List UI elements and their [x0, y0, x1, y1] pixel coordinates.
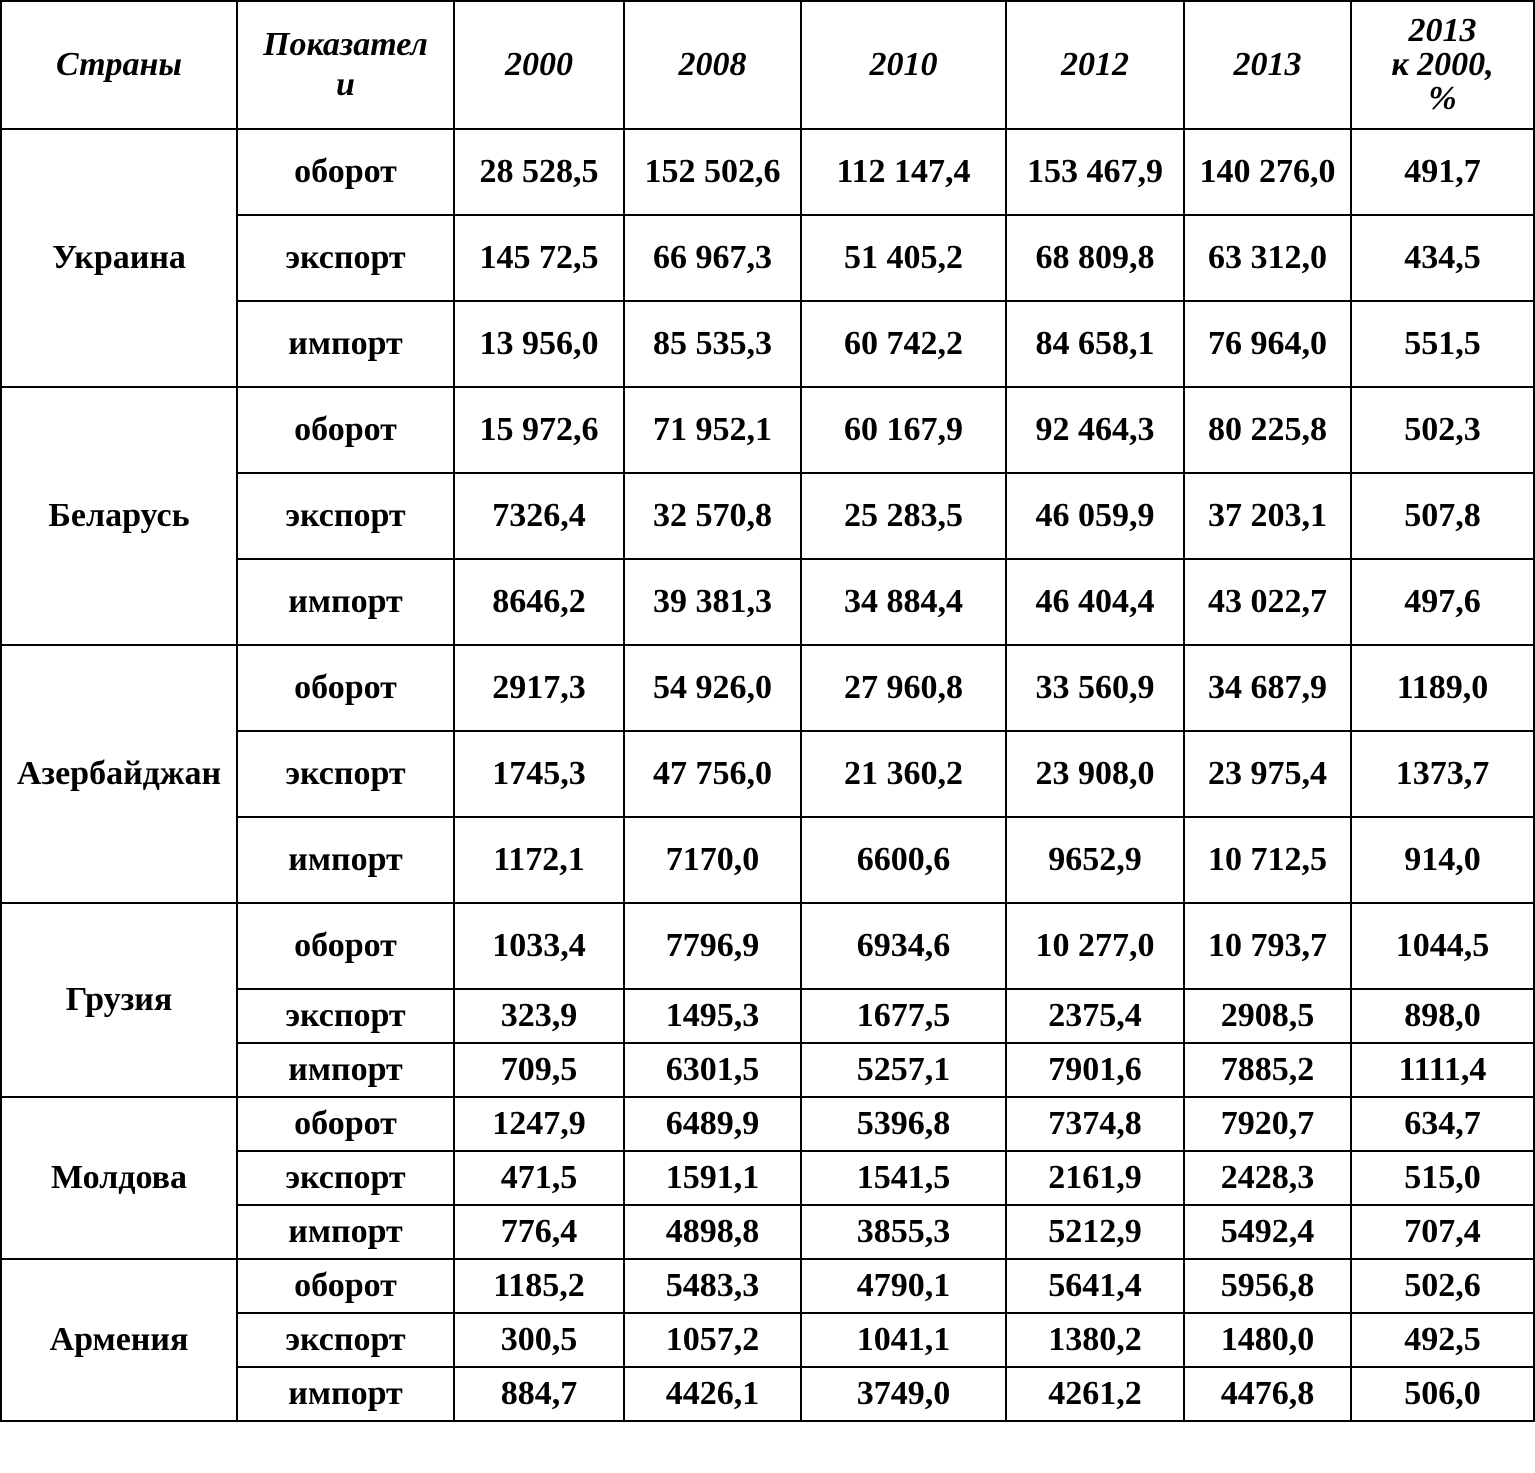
value-text: 3749,0 — [856, 1375, 951, 1412]
header-year-2010: 2010 — [801, 1, 1006, 129]
header-ratio-line3: % — [1428, 80, 1457, 117]
value-cell-2000 — [454, 215, 624, 301]
value-cell-2010 — [801, 645, 1006, 731]
value-cell-2008 — [624, 645, 801, 731]
value-text: 300,5 — [500, 1321, 578, 1358]
value-text: 28 528,5 — [479, 153, 599, 190]
value-cell-2012 — [1006, 1151, 1184, 1205]
indicator-cell: экспорт — [237, 215, 454, 301]
value-text: 5257,1 — [856, 1051, 951, 1088]
value-cell-2010 — [801, 1259, 1006, 1313]
value-cell-2010 — [801, 473, 1006, 559]
value-cell-2008 — [624, 1151, 801, 1205]
value-cell-2012 — [1006, 473, 1184, 559]
value-text: 506,0 — [1404, 1375, 1481, 1412]
table-row — [1, 903, 1534, 989]
value-cell-2010 — [801, 1367, 1006, 1421]
value-cell-2010 — [801, 817, 1006, 903]
indicator-cell: импорт — [237, 1205, 454, 1259]
header-year-2013: 2013 — [1184, 1, 1351, 129]
value-cell-2013 — [1184, 1151, 1351, 1205]
value-cell-2008 — [624, 1043, 801, 1097]
value-text: 7326,4 — [492, 497, 586, 534]
value-cell-2010 — [801, 1043, 1006, 1097]
value-text: 1041,1 — [856, 1321, 951, 1358]
value-text: 4898,8 — [665, 1213, 760, 1250]
value-cell-2010 — [801, 387, 1006, 473]
value-text: 1591,1 — [665, 1159, 760, 1196]
value-text: 5641,4 — [1048, 1267, 1142, 1304]
value-cell-2013 — [1184, 129, 1351, 215]
value-cell-2013 — [1184, 1043, 1351, 1097]
value-cell-2008 — [624, 215, 801, 301]
value-text: 1247,9 — [492, 1105, 586, 1142]
value-cell-2013 — [1184, 559, 1351, 645]
value-text: 32 570,8 — [653, 497, 772, 534]
value-text: 145 72,5 — [479, 239, 599, 276]
value-cell-2012 — [1006, 215, 1184, 301]
value-cell-2008 — [624, 989, 801, 1043]
value-text: 4476,8 — [1220, 1375, 1315, 1412]
value-cell-ratio — [1351, 817, 1534, 903]
value-cell-2013 — [1184, 1367, 1351, 1421]
value-text: 5396,8 — [856, 1105, 951, 1142]
value-cell-2000 — [454, 1259, 624, 1313]
value-cell-2013 — [1184, 645, 1351, 731]
value-cell-2012 — [1006, 645, 1184, 731]
value-text: 15 972,6 — [479, 411, 599, 448]
value-text: 13 956,0 — [479, 325, 599, 362]
value-cell-2000 — [454, 1097, 624, 1151]
value-cell-ratio — [1351, 1043, 1534, 1097]
indicator-cell: экспорт — [237, 731, 454, 817]
header-country: Страны — [1, 1, 237, 129]
indicator-cell: оборот — [237, 1097, 454, 1151]
value-text: 25 283,5 — [844, 497, 963, 534]
indicator-cell: импорт — [237, 817, 454, 903]
value-cell-2000 — [454, 387, 624, 473]
value-cell-2000 — [454, 989, 624, 1043]
indicator-cell: экспорт — [237, 1313, 454, 1367]
indicator-cell: экспорт — [237, 1151, 454, 1205]
value-text: 1044,5 — [1395, 927, 1490, 964]
value-text: 7796,9 — [665, 927, 760, 964]
value-cell-2000 — [454, 903, 624, 989]
indicator-cell: экспорт — [237, 473, 454, 559]
value-text: 5492,4 — [1220, 1213, 1315, 1250]
value-text: 551,5 — [1404, 325, 1481, 362]
table-row — [1, 645, 1534, 731]
value-cell-ratio — [1351, 1313, 1534, 1367]
value-cell-2012 — [1006, 817, 1184, 903]
indicator-cell: импорт — [237, 301, 454, 387]
value-cell-2010 — [801, 215, 1006, 301]
value-text: 914,0 — [1404, 841, 1481, 878]
value-cell-2013 — [1184, 1259, 1351, 1313]
value-text: 491,7 — [1404, 153, 1481, 190]
value-text: 776,4 — [500, 1213, 578, 1250]
value-cell-ratio — [1351, 559, 1534, 645]
value-cell-2008 — [624, 559, 801, 645]
value-text: 5956,8 — [1220, 1267, 1315, 1304]
table-body — [1, 129, 1534, 1421]
value-text: 10 277,0 — [1035, 927, 1155, 964]
value-text: 85 535,3 — [653, 325, 772, 362]
value-text: 1033,4 — [492, 927, 586, 964]
value-cell-2000 — [454, 817, 624, 903]
value-text: 1495,3 — [665, 997, 760, 1034]
value-cell-2012 — [1006, 1313, 1184, 1367]
value-text: 497,6 — [1404, 583, 1481, 620]
value-cell-2012 — [1006, 1367, 1184, 1421]
value-text: 43 022,7 — [1208, 583, 1327, 620]
value-cell-2010 — [801, 1097, 1006, 1151]
value-text: 1111,4 — [1398, 1051, 1487, 1088]
value-text: 2428,3 — [1220, 1159, 1315, 1196]
value-cell-ratio — [1351, 1259, 1534, 1313]
header-indicator — [237, 1, 454, 129]
value-cell-2000 — [454, 129, 624, 215]
value-cell-2012 — [1006, 387, 1184, 473]
value-cell-2013 — [1184, 473, 1351, 559]
value-text: 1057,2 — [665, 1321, 760, 1358]
value-cell-ratio — [1351, 387, 1534, 473]
value-text: 34 687,9 — [1208, 669, 1327, 706]
value-text: 1185,2 — [493, 1267, 585, 1304]
value-cell-2000 — [454, 1205, 624, 1259]
value-text: 140 276,0 — [1199, 153, 1336, 190]
value-cell-2000 — [454, 731, 624, 817]
header-year-2008: 2008 — [624, 1, 801, 129]
value-text: 5212,9 — [1048, 1213, 1142, 1250]
value-text: 92 464,3 — [1035, 411, 1155, 448]
value-text: 33 560,9 — [1035, 669, 1155, 706]
country-cell: Азербайджан — [1, 645, 237, 903]
value-text: 6934,6 — [856, 927, 951, 964]
indicator-cell: оборот — [237, 129, 454, 215]
value-text: 3855,3 — [856, 1213, 951, 1250]
value-text: 39 381,3 — [653, 583, 772, 620]
value-cell-2012 — [1006, 1205, 1184, 1259]
value-cell-2008 — [624, 473, 801, 559]
value-text: 709,5 — [500, 1051, 578, 1088]
value-cell-2008 — [624, 731, 801, 817]
value-cell-2010 — [801, 301, 1006, 387]
value-cell-ratio — [1351, 215, 1534, 301]
value-text: 23 908,0 — [1035, 755, 1155, 792]
value-text: 1373,7 — [1395, 755, 1490, 792]
value-text: 7885,2 — [1220, 1051, 1315, 1088]
value-text: 1172,1 — [493, 841, 585, 878]
header-ratio-line2: к 2000, — [1391, 46, 1494, 83]
table-row — [1, 1097, 1534, 1151]
value-cell-2013 — [1184, 215, 1351, 301]
value-cell-2008 — [624, 1367, 801, 1421]
value-text: 7374,8 — [1048, 1105, 1142, 1142]
value-text: 46 404,4 — [1035, 583, 1155, 620]
value-text: 2908,5 — [1220, 997, 1315, 1034]
value-cell-2012 — [1006, 559, 1184, 645]
value-text: 1380,2 — [1048, 1321, 1142, 1358]
value-cell-2008 — [624, 1259, 801, 1313]
value-text: 71 952,1 — [653, 411, 772, 448]
value-cell-2013 — [1184, 989, 1351, 1043]
value-text: 7170,0 — [665, 841, 760, 878]
country-cell: Беларусь — [1, 387, 237, 645]
value-text: 434,5 — [1404, 239, 1481, 276]
value-cell-2010 — [801, 731, 1006, 817]
header-year-2000: 2000 — [454, 1, 624, 129]
value-text: 2161,9 — [1048, 1159, 1142, 1196]
value-cell-2000 — [454, 473, 624, 559]
value-cell-2010 — [801, 129, 1006, 215]
value-cell-2013 — [1184, 817, 1351, 903]
value-cell-2013 — [1184, 731, 1351, 817]
table-row — [1, 1259, 1534, 1313]
value-cell-2008 — [624, 817, 801, 903]
value-cell-2008 — [624, 1313, 801, 1367]
value-text: 6301,5 — [665, 1051, 760, 1088]
value-text: 34 884,4 — [844, 583, 963, 620]
value-text: 6489,9 — [665, 1105, 760, 1142]
value-text: 152 502,6 — [644, 153, 781, 190]
value-cell-2000 — [454, 301, 624, 387]
value-text: 634,7 — [1404, 1105, 1481, 1142]
value-text: 2375,4 — [1048, 997, 1142, 1034]
value-text: 84 658,1 — [1035, 325, 1155, 362]
value-cell-ratio — [1351, 1097, 1534, 1151]
header-year-2012: 2012 — [1006, 1, 1184, 129]
value-text: 6600,6 — [856, 841, 951, 878]
indicator-cell: оборот — [237, 645, 454, 731]
value-text: 507,8 — [1404, 497, 1481, 534]
value-text: 76 964,0 — [1208, 325, 1327, 362]
value-cell-ratio — [1351, 301, 1534, 387]
value-cell-ratio — [1351, 129, 1534, 215]
value-text: 112 147,4 — [836, 153, 971, 190]
indicator-cell: импорт — [237, 559, 454, 645]
value-text: 10 712,5 — [1208, 841, 1327, 878]
country-cell: Молдова — [1, 1097, 237, 1259]
country-cell: Украина — [1, 129, 237, 387]
value-cell-ratio — [1351, 645, 1534, 731]
value-cell-2012 — [1006, 989, 1184, 1043]
value-cell-2008 — [624, 903, 801, 989]
value-cell-2012 — [1006, 301, 1184, 387]
value-cell-2000 — [454, 1043, 624, 1097]
value-text: 1677,5 — [856, 997, 951, 1034]
value-text: 5483,3 — [665, 1267, 760, 1304]
value-cell-2008 — [624, 301, 801, 387]
value-text: 471,5 — [500, 1159, 578, 1196]
table-row — [1, 387, 1534, 473]
indicator-cell: оборот — [237, 903, 454, 989]
header-ratio-line1: 2013 — [1408, 12, 1477, 49]
value-cell-2000 — [454, 645, 624, 731]
value-text: 54 926,0 — [653, 669, 772, 706]
value-text: 492,5 — [1404, 1321, 1481, 1358]
value-text: 63 312,0 — [1208, 239, 1327, 276]
value-text: 515,0 — [1404, 1159, 1481, 1196]
value-cell-ratio — [1351, 1367, 1534, 1421]
indicator-cell: оборот — [237, 1259, 454, 1313]
country-cell: Армения — [1, 1259, 237, 1421]
value-text: 10 793,7 — [1208, 927, 1327, 964]
value-text: 21 360,2 — [844, 755, 963, 792]
value-cell-2000 — [454, 1313, 624, 1367]
value-text: 68 809,8 — [1035, 239, 1155, 276]
value-cell-2013 — [1184, 387, 1351, 473]
value-cell-2008 — [624, 1097, 801, 1151]
value-cell-2008 — [624, 1205, 801, 1259]
value-cell-2010 — [801, 1313, 1006, 1367]
value-text: 51 405,2 — [844, 239, 963, 276]
value-cell-2010 — [801, 559, 1006, 645]
indicator-cell: импорт — [237, 1043, 454, 1097]
value-cell-ratio — [1351, 473, 1534, 559]
indicator-cell: импорт — [237, 1367, 454, 1421]
header-indicator-text: Показатели — [263, 26, 428, 103]
value-cell-2000 — [454, 1367, 624, 1421]
value-cell-ratio — [1351, 903, 1534, 989]
value-text: 898,0 — [1404, 997, 1481, 1034]
value-cell-2013 — [1184, 1313, 1351, 1367]
value-text: 7901,6 — [1048, 1051, 1142, 1088]
value-text: 4426,1 — [665, 1375, 760, 1412]
value-text: 323,9 — [500, 997, 578, 1034]
value-cell-2008 — [624, 129, 801, 215]
value-cell-2000 — [454, 1151, 624, 1205]
value-text: 27 960,8 — [844, 669, 963, 706]
value-text: 4261,2 — [1048, 1375, 1142, 1412]
country-cell: Грузия — [1, 903, 237, 1097]
value-text: 1189,0 — [1396, 669, 1489, 706]
value-cell-2010 — [801, 1151, 1006, 1205]
value-text: 884,7 — [500, 1375, 578, 1412]
value-cell-2012 — [1006, 129, 1184, 215]
value-text: 8646,2 — [492, 583, 586, 620]
value-cell-2012 — [1006, 1043, 1184, 1097]
value-text: 1745,3 — [492, 755, 586, 792]
value-cell-ratio — [1351, 1205, 1534, 1259]
header-row — [1, 1, 1534, 129]
value-text: 60 742,2 — [844, 325, 963, 362]
value-cell-2013 — [1184, 1097, 1351, 1151]
value-cell-2012 — [1006, 1097, 1184, 1151]
value-text: 4790,1 — [856, 1267, 951, 1304]
value-cell-ratio — [1351, 1151, 1534, 1205]
value-text: 1541,5 — [856, 1159, 951, 1196]
value-text: 47 756,0 — [653, 755, 772, 792]
value-cell-2013 — [1184, 903, 1351, 989]
indicator-cell: экспорт — [237, 989, 454, 1043]
value-text: 707,4 — [1404, 1213, 1481, 1250]
value-text: 7920,7 — [1220, 1105, 1315, 1142]
table-row — [1, 129, 1534, 215]
value-text: 60 167,9 — [844, 411, 963, 448]
value-text: 80 225,8 — [1208, 411, 1327, 448]
value-text: 37 203,1 — [1208, 497, 1327, 534]
value-cell-2012 — [1006, 731, 1184, 817]
value-cell-2013 — [1184, 1205, 1351, 1259]
value-cell-2010 — [801, 903, 1006, 989]
value-text: 153 467,9 — [1027, 153, 1163, 190]
value-text: 1480,0 — [1220, 1321, 1315, 1358]
header-ratio — [1351, 1, 1534, 129]
value-cell-ratio — [1351, 989, 1534, 1043]
value-text: 9652,9 — [1048, 841, 1142, 878]
value-cell-2008 — [624, 387, 801, 473]
indicator-cell: оборот — [237, 387, 454, 473]
value-text: 66 967,3 — [653, 239, 772, 276]
value-text: 46 059,9 — [1035, 497, 1155, 534]
value-cell-ratio — [1351, 731, 1534, 817]
value-text: 502,3 — [1404, 411, 1481, 448]
value-text: 23 975,4 — [1208, 755, 1327, 792]
value-text: 2917,3 — [492, 669, 586, 706]
value-cell-2000 — [454, 559, 624, 645]
value-cell-2013 — [1184, 301, 1351, 387]
value-cell-2012 — [1006, 903, 1184, 989]
value-text: 502,6 — [1404, 1267, 1481, 1304]
value-cell-2012 — [1006, 1259, 1184, 1313]
value-cell-2010 — [801, 989, 1006, 1043]
value-cell-2010 — [801, 1205, 1006, 1259]
